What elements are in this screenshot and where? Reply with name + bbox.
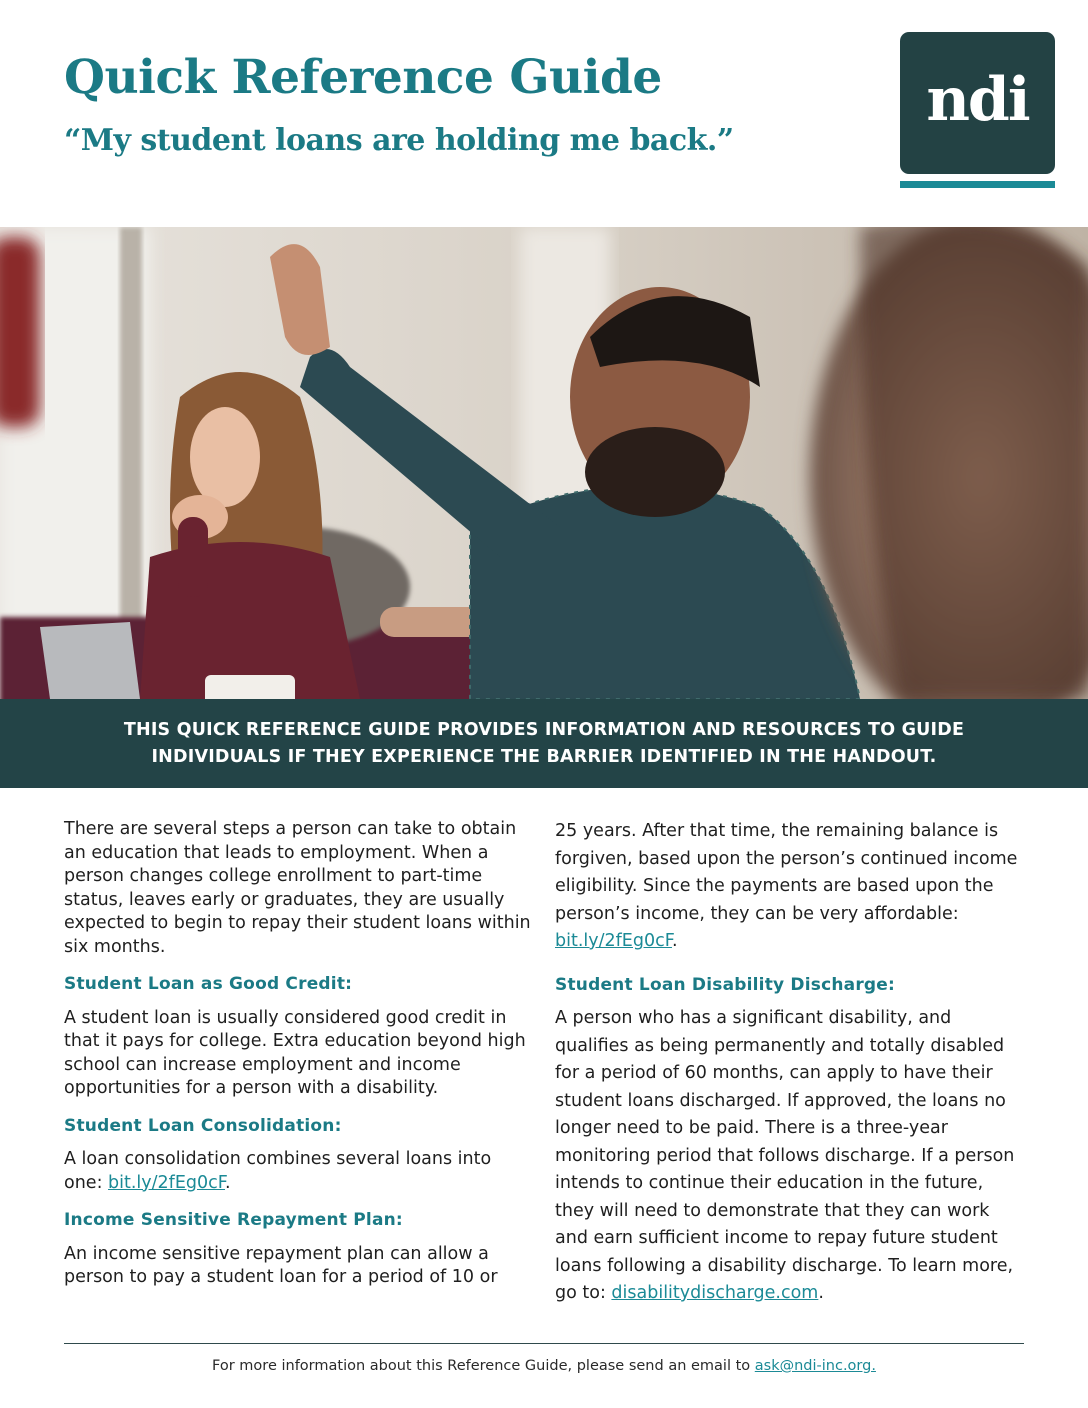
heading-consolidation: Student Loan Consolidation: [64, 1115, 342, 1136]
continued-text: 25 years. After that time, the remaining balance is forgiven, based upon the person’s continued income eligibility. Since the payments are based upon the person’s income, they can be very affordable: [555, 821, 1018, 924]
footer-text: For more information about this Reference Guide, please send an email to [212, 1358, 755, 1374]
heading-disability-discharge: Student Loan Disability Discharge: [555, 974, 896, 995]
footer-divider [64, 1343, 1024, 1344]
continued-end: . [671, 931, 678, 951]
logo-text: ndi [926, 65, 1029, 135]
classroom-photo [0, 227, 1088, 699]
banner-line-2: INDIVIDUALS IF THEY EXPERIENCE THE BARRIER IDENTIFIED IN THE HANDOUT. [151, 746, 937, 767]
right-column [555, 818, 1025, 1322]
ndi-logo [900, 32, 1055, 174]
repayment-link[interactable]: bit.ly/2fEg0cF [555, 931, 672, 951]
banner-line-1: THIS QUICK REFERENCE GUIDE PROVIDES INFORMATION AND RESOURCES TO GUIDE [123, 719, 965, 740]
intro-banner [0, 699, 1088, 788]
page-title: Quick Reference Guide [64, 50, 662, 105]
income-sensitive-paragraph: An income sensitive repayment plan can allow a person to pay a student loan for a period of 10 or [64, 1243, 498, 1287]
discharge-paragraph [555, 1005, 1025, 1308]
footer-email-link[interactable]: ask@ndi-inc.org. [754, 1358, 876, 1374]
discharge-link[interactable]: disabilitydischarge.com [611, 1283, 819, 1303]
heading-good-credit: Student Loan as Good Credit: [64, 974, 353, 994]
good-credit-paragraph: A student loan is usually considered good credit in that it pays for college. Extra education beyond high school can increase employment and income opportunities for a person with a disability. [64, 1007, 526, 1098]
logo-underline [900, 181, 1055, 188]
discharge-text: A person who has a significant disability, and qualifies as being permanently and totally disabled for a period of 60 months, can apply to have their student loans discharged. If approved, the loans no longer need to be paid. There is a three-year monitoring period that follows discharge. If a person intends to continue their education in the future, they will need to demonstrate that they can work and earn sufficient income to repay future student loans following a disability discharge. To learn more, go to: [555, 1008, 1015, 1303]
consolidation-end: . [225, 1172, 231, 1193]
consolidation-text: A loan consolidation combines several loans into one: [64, 1149, 492, 1193]
continued-paragraph [555, 818, 1025, 956]
footer [0, 1358, 1088, 1374]
heading-income-sensitive: Income Sensitive Repayment Plan: [64, 1210, 403, 1230]
discharge-end: . [818, 1283, 824, 1303]
consolidation-link[interactable]: bit.ly/2fEg0cF [108, 1172, 226, 1193]
intro-paragraph: There are several steps a person can take to obtain an education that leads to employment. When a person changes college enrollment to part-time status, leaves early or graduates, they are usually expected to begin to repay their student loans within six months. [64, 819, 531, 957]
page-subtitle: “My student loans are holding me back.” [64, 123, 734, 158]
consolidation-paragraph [64, 1148, 534, 1195]
classroom-photo-illustration [0, 227, 1088, 699]
left-column [64, 818, 534, 1304]
